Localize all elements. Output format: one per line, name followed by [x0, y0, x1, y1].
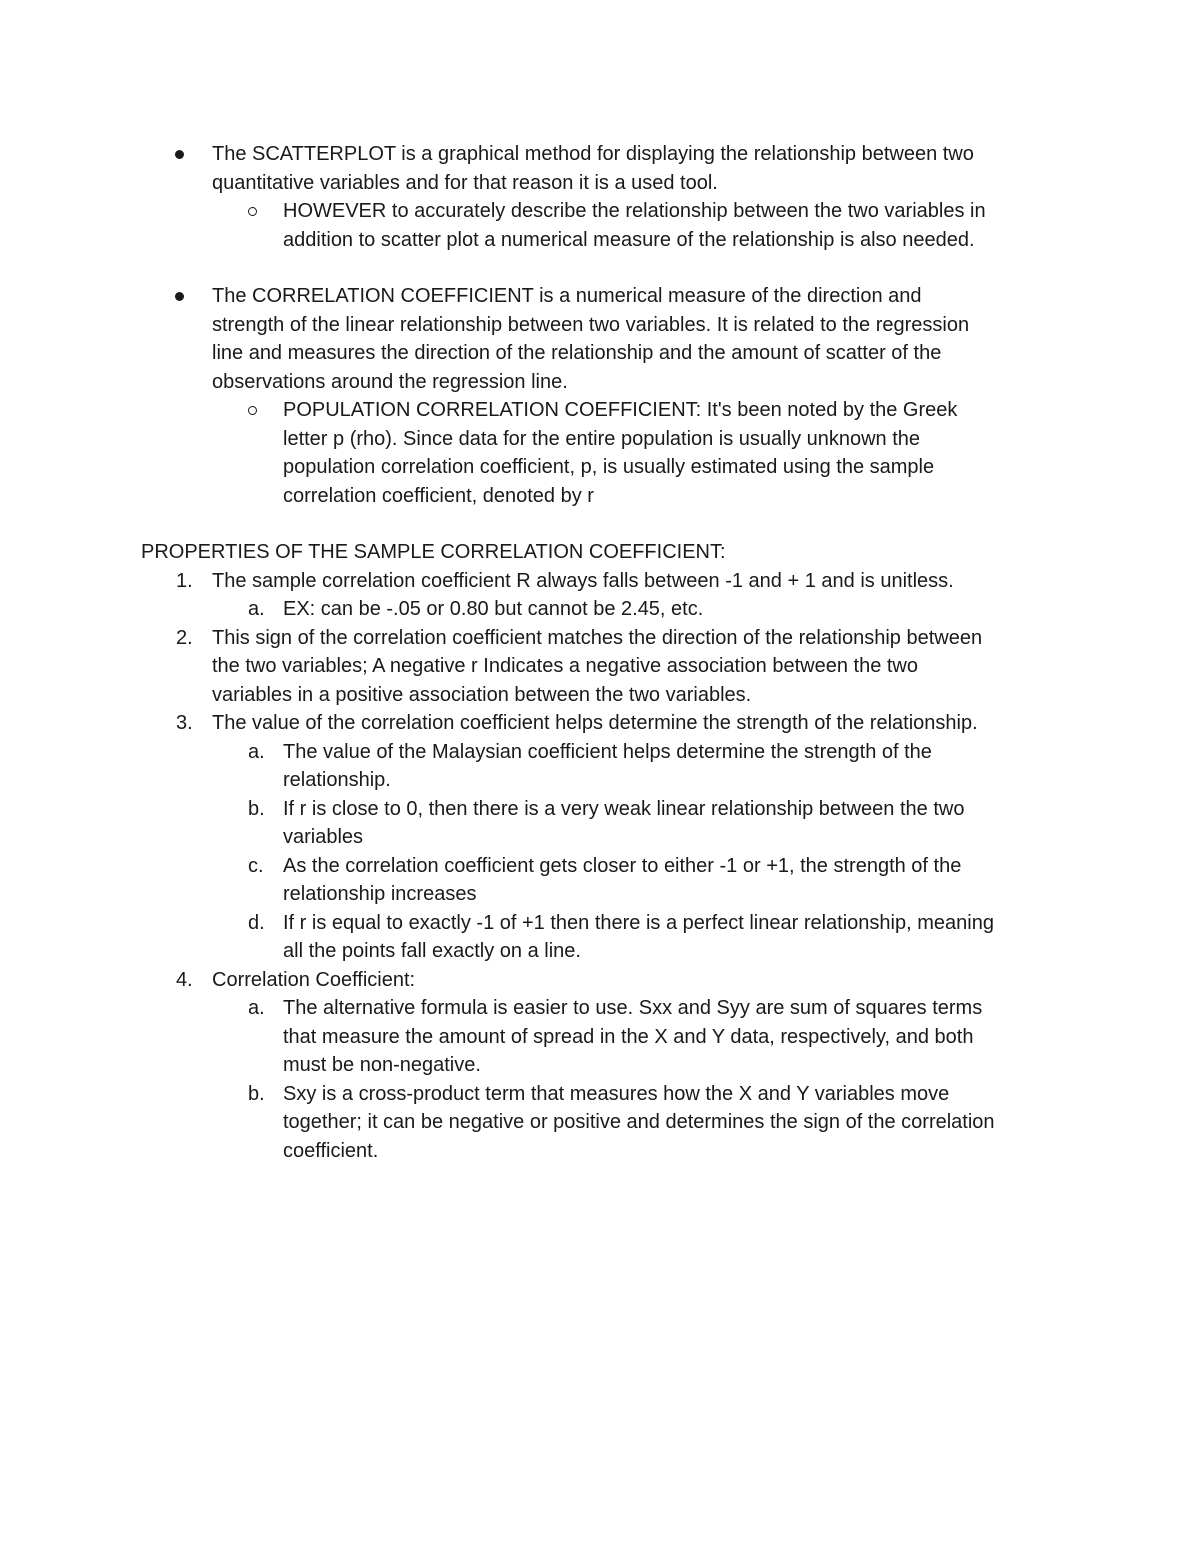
- item-1-line-1: The sample correlation coefficient R always falls between -1 and + 1 and is unitless.: [212, 569, 954, 592]
- bullet-circle-icon: [248, 406, 257, 415]
- bullet1-sub-line-1: HOWEVER to accurately describe the relationship between the two variables in: [283, 200, 986, 222]
- item-4b-line-3: coefficient.: [283, 1139, 379, 1162]
- item-2-line-3: variables in a positive association between the two variables.: [212, 683, 752, 706]
- item-2-line-1: This sign of the correlation coefficient matches the direction of the relationship between: [212, 626, 983, 649]
- item-3d-line-1: If r is equal to exactly -1 of +1 then there is a perfect linear relationship, meaning: [283, 911, 994, 934]
- item-2-number: 2.: [176, 626, 193, 649]
- item-3c-line-2: relationship increases: [283, 883, 477, 905]
- item-4-number: 4.: [176, 968, 193, 991]
- item-3b-line-2: variables: [283, 826, 364, 848]
- item-4b-line-1: Sxy is a cross-product term that measures how the X and Y variables move: [283, 1082, 950, 1105]
- properties-heading: PROPERTIES OF THE SAMPLE CORRELATION COEFFICIENT:: [141, 541, 726, 563]
- item-4a-line-1: The alternative formula is easier to use. Sxx and Syy are sum of squares terms: [283, 997, 983, 1019]
- bullet1-sub-line-2: addition to scatter plot a numerical measure of the relationship is also needed.: [283, 228, 975, 251]
- item-4b-line-2: together; it can be negative or positive and determines the sign of the correlation: [283, 1111, 995, 1133]
- item-3-line-1: The value of the correlation coefficient helps determine the strength of the relationship.: [212, 712, 978, 734]
- item-4a-line-2: that measure the amount of spread in the X and Y data, respectively, and both: [283, 1025, 974, 1048]
- item-3b-line-1: If r is close to 0, then there is a very weak linear relationship between the two: [283, 797, 965, 820]
- item-3d-line-2: all the points fall exactly on a line.: [283, 940, 581, 962]
- item-3a-line-1: The value of the Malaysian coefficient helps determine the strength of the: [283, 740, 932, 763]
- item-3c-line-1: As the correlation coefficient gets closer to either -1 or +1, the strength of the: [283, 854, 962, 877]
- bullet1-line-2: quantitative variables and for that reason it is a used tool.: [212, 171, 718, 194]
- item-4b-marker: b.: [248, 1082, 265, 1105]
- item-3a-line-2: relationship.: [283, 769, 391, 791]
- bullet1-line-1: The SCATTERPLOT is a graphical method for displaying the relationship between two: [212, 143, 974, 165]
- item-3c-marker: c.: [248, 854, 264, 877]
- bullet-dot-icon: [175, 292, 184, 301]
- item-3-number: 3.: [176, 712, 193, 734]
- bullet2-line-2: strength of the linear relationship between two variables. It is related to the regression: [212, 313, 970, 336]
- item-1-number: 1.: [176, 569, 193, 592]
- bullet2-sub-line-1: POPULATION CORRELATION COEFFICIENT: It's been noted by the Greek: [283, 399, 958, 421]
- bullet2-line-4: observations around the regression line.: [212, 370, 568, 393]
- item-4-line-1: Correlation Coefficient:: [212, 968, 416, 991]
- item-4a-marker: a.: [248, 997, 265, 1019]
- bullet2-line-3: line and measures the direction of the relationship and the amount of scatter of the: [212, 342, 942, 364]
- item-2-line-2: the two variables; A negative r Indicates a negative association between the two: [212, 655, 918, 677]
- item-3d-marker: d.: [248, 911, 265, 934]
- item-1a-marker: a.: [248, 598, 265, 620]
- bullet2-sub-line-3: population correlation coefficient, p, is usually estimated using the sample: [283, 456, 935, 478]
- item-3a-marker: a.: [248, 740, 265, 763]
- item-3b-marker: b.: [248, 797, 265, 820]
- bullet-dot-icon: [175, 150, 184, 159]
- bullet-circle-icon: [248, 207, 257, 216]
- bullet2-sub-line-2: letter p (rho). Since data for the entire population is usually unknown the: [283, 427, 921, 450]
- item-4a-line-3: must be non-negative.: [283, 1054, 481, 1076]
- bullet2-line-1: The CORRELATION COEFFICIENT is a numerical measure of the direction and: [212, 285, 922, 307]
- bullet2-sub-line-4: correlation coefficient, denoted by r: [283, 484, 594, 507]
- item-1a-line-1: EX: can be -.05 or 0.80 but cannot be 2.45, etc.: [283, 598, 704, 620]
